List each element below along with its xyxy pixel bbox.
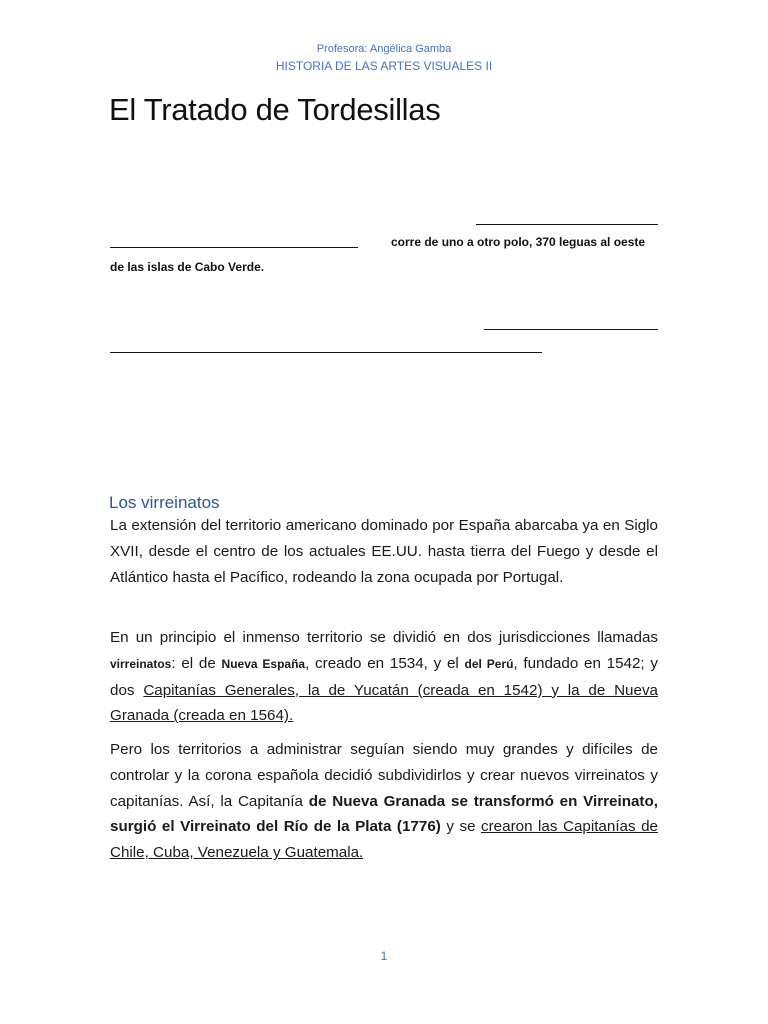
p3-text-2: y se bbox=[440, 818, 482, 836]
p2-text-3: , creado en 1534, y el bbox=[305, 654, 465, 672]
header-course: HISTORIA DE LAS ARTES VISUALES II bbox=[275, 59, 493, 73]
page-title: El Tratado de Tordesillas bbox=[109, 92, 441, 127]
blank-line-1 bbox=[476, 224, 658, 225]
section-heading: Los virreinatos bbox=[109, 493, 220, 512]
p2-text-2: : el de bbox=[171, 654, 222, 672]
p3-text-1: Pero los territorios a administrar seguían siendo muy grandes y difíciles de controlar y la corona española decidió subdividirlos y crear nuevos virreinatos y capitanías. Así, la Capitanía bbox=[110, 741, 658, 810]
p3-underlined-capitanias: crearon las Capitanías de Chile, Cuba, Venezuela y Guatemala. bbox=[110, 818, 658, 862]
blank-line-2 bbox=[110, 247, 358, 248]
paragraph-3 bbox=[110, 737, 658, 866]
header-teacher: Profesora: Angélica Gamba bbox=[316, 43, 452, 55]
p2-text-4: , fundado en 1542; y dos bbox=[110, 654, 658, 699]
p2-bold-nueva-espana: Nueva España bbox=[221, 656, 306, 671]
p2-underlined-capitanias: Capitanías Generales, la de Yucatán (creada en 1542) y la de Nueva Granada (creada en 1564). bbox=[110, 681, 658, 725]
p2-bold-virreinatos: virreinatos bbox=[110, 656, 172, 671]
page-number: 1 bbox=[380, 949, 388, 963]
blank-sentence-continuation: de las islas de Cabo Verde. bbox=[110, 260, 265, 274]
p2-bold-peru: del Perú bbox=[464, 656, 514, 671]
blank-line-4 bbox=[110, 352, 542, 353]
blank-sentence-text: corre de uno a otro polo, 370 leguas al oeste bbox=[391, 235, 646, 249]
paragraph-1: La extensión del territorio americano dominado por España abarcaba ya en Siglo XVII, desde el centro de los actuales EE.UU. hasta tierra del Fuego y desde el Atlántico hasta el Pacífico, rodeando la zona ocupada por Portugal. bbox=[110, 517, 658, 586]
blank-line-3 bbox=[484, 329, 658, 330]
p3-bold-nueva-granada: de Nueva Granada se transformó en Virreinato, surgió el Virreinato del Río de la Plata (1776) bbox=[110, 792, 658, 836]
p2-text-1: En un principio el inmenso territorio se dividió en dos jurisdicciones llamadas bbox=[110, 629, 658, 646]
paragraph-2 bbox=[110, 625, 658, 729]
